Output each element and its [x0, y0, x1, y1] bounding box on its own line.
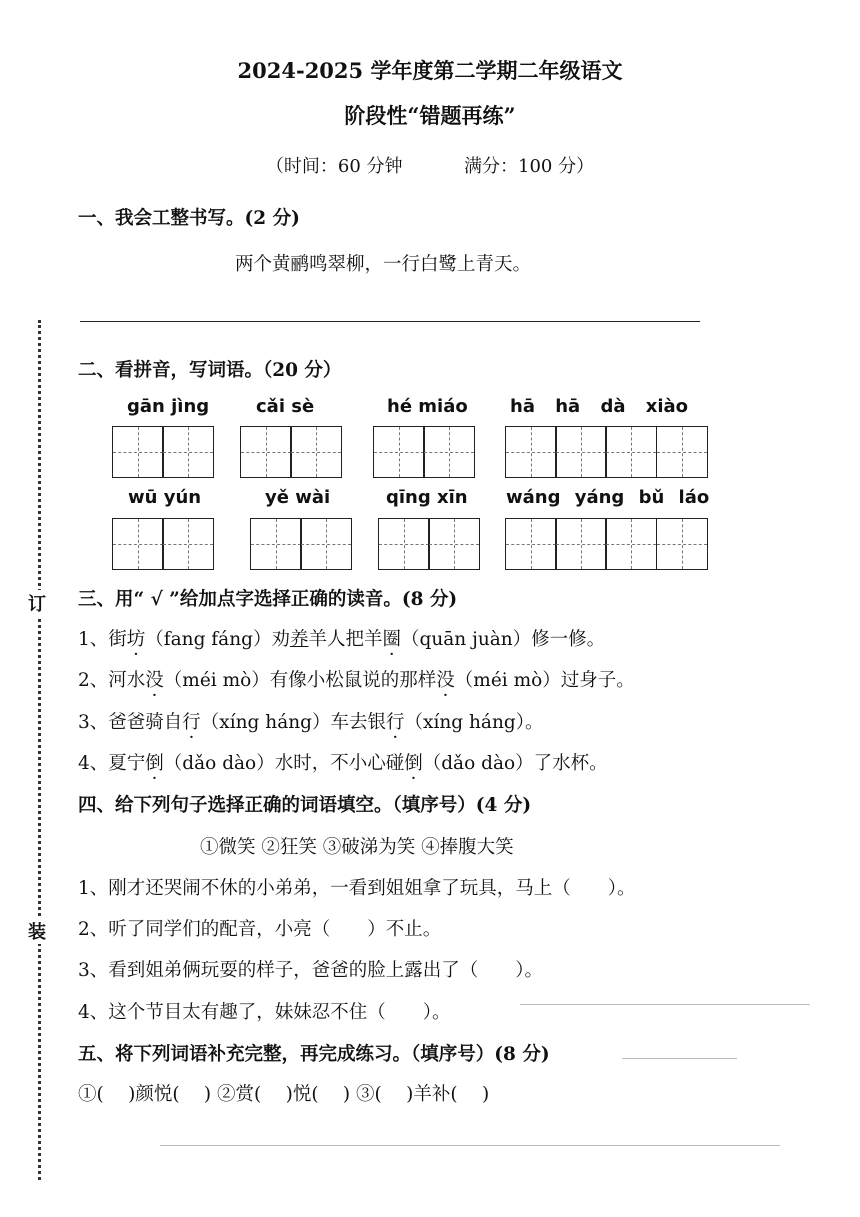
binding-char-zhuang: 装	[28, 918, 46, 944]
s4-options: ①微笑 ②狂笑 ③破涕为笑 ④捧腹大笑	[200, 837, 514, 858]
section1-poem: 两个黄鹂鸣翠柳，一行白鹭上青天。	[235, 254, 532, 275]
dotted-char: 行	[386, 712, 405, 733]
page-subtitle: 阶段性“错题再练”	[344, 103, 516, 128]
s3-question-4: 4、夏宁倒（dǎo dào）水时，不小心碰倒（dǎo dào）了水杯。	[78, 753, 608, 774]
section2-heading: 二、看拼音，写词语。（20 分）	[78, 360, 342, 381]
pinyin-8: wáng yáng bǔ láo	[506, 487, 710, 508]
s3-question-3: 3、爸爸骑自行（xíng háng）车去银行（xíng háng）。	[78, 712, 544, 733]
faint-line	[520, 1004, 810, 1005]
section1-heading: 一、我会工整书写。(2 分)	[78, 208, 300, 229]
s4-question-2: 2、听了同学们的配音，小亮（ ）不止。	[78, 919, 442, 940]
tian-box-group-7[interactable]	[378, 518, 478, 570]
s3-question-1: 1、街坊（fang fáng）劝养羊人把羊圈（quān juàn）修一修。	[78, 629, 606, 650]
dotted-char: 没	[436, 670, 455, 691]
pinyin-3: hé miáo	[387, 396, 468, 417]
section3-heading: 三、用“ √ ”给加点字选择正确的读音。(8 分)	[78, 589, 458, 610]
pinyin-6: yě wài	[265, 487, 331, 508]
tian-box-group-5[interactable]	[112, 518, 212, 570]
exam-score: 满分：100 分）	[464, 156, 595, 177]
writing-line[interactable]	[80, 321, 700, 322]
pinyin-1: gān jìng	[127, 396, 210, 417]
tian-box-group-8[interactable]	[505, 518, 706, 570]
faint-line	[160, 1145, 780, 1146]
pinyin-5: wū yún	[128, 487, 202, 508]
tian-box-group-3[interactable]	[373, 426, 473, 478]
exam-meta	[0, 152, 860, 178]
section5-heading: 五、将下列词语补充完整，再完成练习。（填序号）(8 分)	[78, 1044, 550, 1065]
pinyin-4: hā hā dà xiào	[510, 396, 689, 417]
s4-question-4: 4、这个节目太有趣了，妹妹忍不住（ ）。	[78, 1002, 451, 1023]
faint-line	[622, 1058, 737, 1059]
s3-question-2: 2、河水没（méi mò）有像小松鼠说的那样没（méi mò）过身子。	[78, 670, 635, 691]
dotted-char: 行	[182, 712, 201, 733]
dotted-char: 倒	[404, 753, 423, 774]
dotted-char: 坊	[126, 629, 146, 650]
page-title: 2024-2025 学年度第二学期二年级语文	[237, 58, 623, 83]
s4-question-3: 3、看到姐弟俩玩耍的样子，爸爸的脸上露出了（ ）。	[78, 960, 544, 981]
binding-char-ding: 订	[28, 590, 46, 616]
s4-question-1: 1、刚才还哭闹不休的小弟弟，一看到姐姐拿了玩具，马上（ ）。	[78, 878, 636, 899]
tian-box-group-1[interactable]	[112, 426, 212, 478]
dotted-char: 圈	[382, 629, 401, 650]
pinyin-7: qīng xīn	[386, 487, 468, 508]
binding-dotted-line	[38, 320, 41, 1180]
dotted-char: 没	[145, 670, 164, 691]
pinyin-2: cǎi sè	[256, 396, 315, 417]
tian-box-group-2[interactable]	[240, 426, 340, 478]
section4-heading: 四、给下列句子选择正确的词语填空。（填序号）(4 分)	[78, 795, 532, 816]
s5-words: ①( )颜悦( ) ②赏( )悦( ) ③( )羊补( )	[78, 1084, 490, 1105]
tian-box-group-4[interactable]	[505, 426, 706, 478]
dotted-char: 倒	[145, 753, 164, 774]
tian-box-group-6[interactable]	[250, 518, 350, 570]
exam-time: （时间：60 分钟	[265, 156, 403, 177]
